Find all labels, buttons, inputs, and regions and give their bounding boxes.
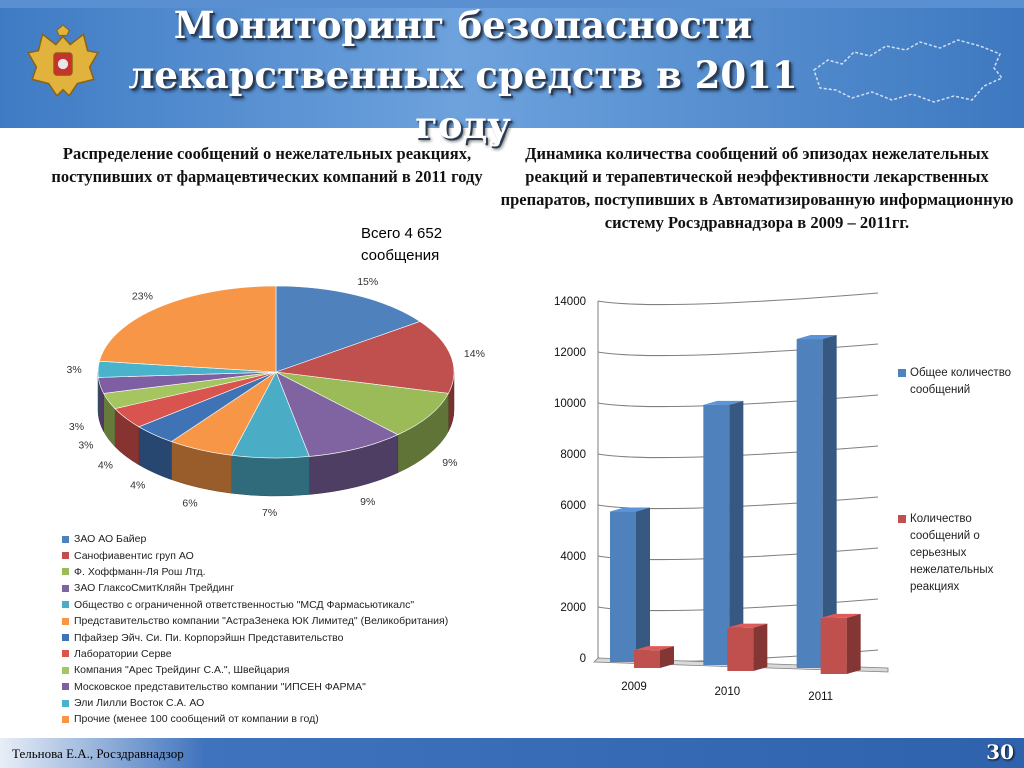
- legend-label: ЗАО АО Байер: [74, 533, 147, 546]
- pie-legend-item: [62, 597, 522, 613]
- legend-swatch: [898, 515, 906, 523]
- legend-label: Количество сообщений о серьезных нежелательных реакциях: [910, 513, 994, 593]
- legend-swatch: [62, 536, 69, 543]
- pie-chart: [40, 270, 520, 540]
- legend-label: Общее количество сообщений: [910, 367, 1012, 396]
- bar-serious-2010: [727, 624, 767, 671]
- legend-swatch: [62, 700, 69, 707]
- pie-legend-item: [62, 547, 522, 563]
- x-tick-label: 2009: [621, 681, 647, 693]
- footer-author: Тельнова Е.А., Росздравнадзор: [12, 746, 184, 761]
- pie-legend-item: [62, 695, 522, 711]
- bar-serious-2009: [634, 646, 674, 668]
- pie-data-label: 15%: [357, 276, 379, 289]
- bar-serious-2011: [821, 614, 861, 674]
- pie-legend-item: [62, 679, 522, 695]
- pie-total-annotation: Всего 4 652 сообщения: [361, 225, 443, 264]
- pie-legend-item: [62, 613, 522, 629]
- legend-swatch: [62, 634, 69, 641]
- bar-legend: [898, 365, 1018, 596]
- legend-swatch: [62, 568, 69, 575]
- legend-swatch: [62, 716, 69, 723]
- pie-data-label: 3%: [68, 420, 85, 433]
- page-number: 30: [986, 740, 1014, 764]
- pie-data-label: 9%: [360, 495, 376, 508]
- legend-label: Общество с ограниченной ответственностью "МСД Фармасьютикалс": [74, 598, 415, 611]
- legend-swatch: [62, 618, 69, 625]
- pie-data-label: 6%: [182, 497, 198, 510]
- pie-data-label: 4%: [97, 459, 114, 472]
- legend-label: Прочие (менее 100 сообщений от компании в год): [74, 713, 319, 726]
- legend-label: Московское представительство компании "ИПСЕН ФАРМА": [74, 680, 366, 693]
- y-tick-label: 4000: [560, 551, 586, 563]
- y-tick-label: 12000: [554, 347, 586, 359]
- legend-swatch: [62, 650, 69, 657]
- bar-total-2009: [610, 508, 650, 662]
- pie-slice-side: [232, 455, 310, 496]
- y-tick-label: 0: [579, 653, 586, 665]
- legend-label: Санофиавентис груп АО: [74, 549, 194, 562]
- x-tick-label: 2011: [808, 691, 834, 700]
- y-tick-label: 2000: [560, 602, 586, 614]
- pie-data-label: 3%: [78, 439, 94, 452]
- pie-slice: [99, 286, 276, 372]
- legend-swatch: [62, 683, 69, 690]
- pie-legend-item: [62, 564, 522, 580]
- bar-chart: [520, 280, 900, 700]
- legend-label: Компания "Арес Трейдинг С.А.", Швейцария: [74, 664, 290, 677]
- gridline: [598, 293, 878, 305]
- pie-legend-item: [62, 629, 522, 645]
- legend-swatch: [62, 585, 69, 592]
- legend-label: Ф. Хоффманн-Ля Рош Лтд.: [74, 565, 206, 578]
- y-tick-label: 6000: [560, 500, 586, 512]
- legend-label: Представительство компании "АстраЗенека ЮК Лимитед" (Великобритания): [74, 615, 449, 628]
- legend-swatch: [898, 369, 906, 377]
- pie-data-label: 14%: [463, 347, 485, 360]
- pie-data-label: 9%: [442, 456, 458, 469]
- pie-data-label: 4%: [130, 479, 146, 492]
- bar-legend-item: [898, 365, 1018, 399]
- pie-data-label: 23%: [131, 290, 153, 303]
- legend-swatch: [62, 667, 69, 674]
- pie-chart-title: Распределение сообщений о нежелательных реакциях, поступивших от фармацевтических компаний в 2011 году: [51, 144, 483, 186]
- y-tick-label: 10000: [554, 398, 586, 410]
- y-tick-label: 14000: [554, 296, 586, 308]
- footer-bar: [0, 738, 1024, 768]
- bar-chart-title: Динамика количества сообщений об эпизодах нежелательных реакций и терапевтической неэффективности лекарственных препаратов, поступивших в Автоматизированную информационную систему Росздравнадзора в 2009 – 2011гг.: [500, 144, 1014, 232]
- legend-label: Пфайзер Эйч. Си. Пи. Корпорэйшн Представительство: [74, 631, 344, 644]
- pie-data-label: 7%: [262, 506, 278, 519]
- russia-map-icon: [808, 30, 1008, 112]
- legend-label: Эли Лилли Восток С.А. АО: [74, 697, 205, 710]
- legend-label: ЗАО ГлаксоСмитКляйн Трейдинг: [74, 582, 235, 595]
- y-tick-label: 8000: [560, 449, 586, 461]
- legend-swatch: [62, 601, 69, 608]
- pie-legend-item: [62, 662, 522, 678]
- pie-legend-item: [62, 580, 522, 596]
- pie-data-label: 3%: [66, 363, 82, 376]
- pie-legend-item: [62, 646, 522, 662]
- pie-legend-item: [62, 531, 522, 547]
- pie-legend: [62, 531, 522, 728]
- x-tick-label: 2010: [714, 686, 741, 698]
- slide-title: Мониторинг безопасности лекарственных средств в 2011 году: [128, 3, 798, 147]
- coat-of-arms-icon: [22, 22, 104, 104]
- bar-legend-item: [898, 511, 1018, 596]
- legend-swatch: [62, 552, 69, 559]
- legend-label: Лаборатории Серве: [74, 647, 172, 660]
- pie-legend-item: [62, 711, 522, 727]
